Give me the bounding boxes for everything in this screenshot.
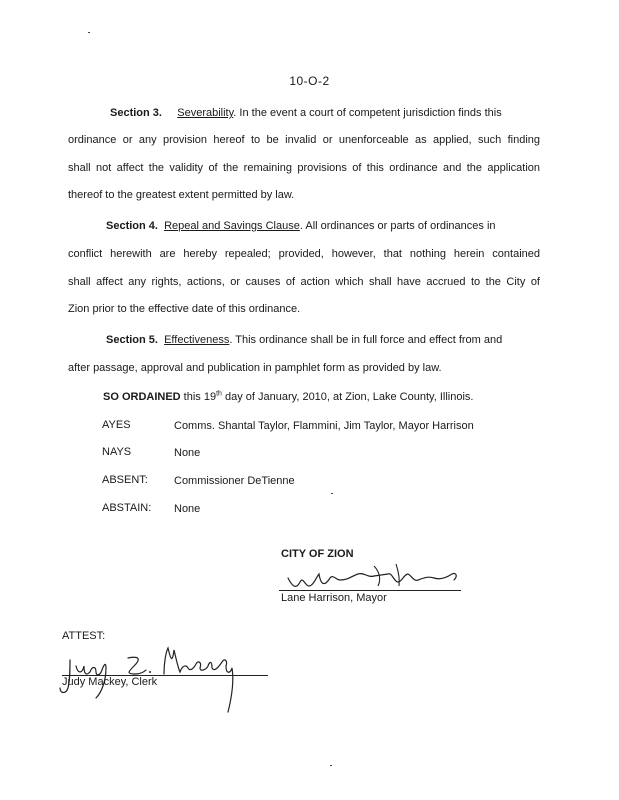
section4-label: Section 4. — [106, 220, 158, 232]
section3-title: Severability — [177, 107, 234, 119]
vote-value-abstain: None — [174, 503, 201, 515]
vote-label-absent: ABSENT: — [102, 474, 148, 486]
vote-label-ayes: AYES — [102, 419, 131, 431]
section5-title: Effectiveness — [164, 334, 230, 346]
section3-line4: thereof to the greatest extent permitted by law. — [68, 189, 295, 201]
section4-line3: shall affect any rights, actions, or causes of action which shall have accrued to the City of — [68, 276, 540, 288]
vote-value-nays: None — [174, 447, 201, 459]
section3-line1 — [110, 106, 540, 120]
section3-line3: shall not affect the validity of the remaining provisions of this ordinance and the application — [68, 162, 540, 174]
vote-value-absent: Commissioner DeTienne — [174, 475, 295, 487]
section4-title: Repeal and Savings Clause — [164, 220, 300, 232]
section5-line2: after passage, approval and publication in pamphlet form as provided by law. — [68, 362, 442, 374]
section5-line1-text: . This ordinance shall be in full force and effect from and — [229, 334, 503, 346]
section3-line1-text: . In the event a court of competent jurisdiction finds this — [233, 107, 502, 119]
scan-speck — [88, 32, 90, 33]
ordained-lead: SO ORDAINED — [103, 391, 181, 403]
scan-speck — [331, 493, 333, 494]
mayor-signature-line — [279, 590, 461, 591]
ordained-sup: th — [216, 390, 222, 398]
section4-line1-text: . All ordinances or parts of ordinances in — [299, 220, 496, 232]
page-number: 10-O-2 — [289, 74, 330, 88]
attest-label: ATTEST: — [62, 630, 106, 642]
section3-line2: ordinance or any provision hereof to be invalid or unenforceable as applied, such finding — [68, 134, 540, 146]
vote-label-abstain: ABSTAIN: — [102, 502, 152, 514]
section4-line2: conflict herewith are hereby repealed; provided, however, that nothing herein contained — [68, 248, 540, 260]
section4-line1 — [106, 219, 540, 233]
vote-label-nays: NAYS — [102, 446, 132, 458]
mayor-name: Lane Harrison, Mayor — [281, 592, 387, 604]
ordained-line — [103, 390, 473, 404]
vote-value-ayes: Comms. Shantal Taylor, Flammini, Jim Taylor, Mayor Harrison — [174, 420, 474, 432]
clerk-name: Judy Mackey, Clerk — [62, 676, 158, 688]
scan-speck — [330, 765, 332, 766]
section4-line4: Zion prior to the effective date of this ordinance. — [68, 303, 301, 315]
section5-line1 — [106, 333, 540, 347]
section5-label: Section 5. — [106, 334, 158, 346]
ordained-text-a: this 19 — [180, 391, 217, 403]
ordained-text-b: day of January, 2010, at Zion, Lake County, Illinois. — [221, 391, 474, 403]
city-name: CITY OF ZION — [281, 548, 354, 560]
section3-label: Section 3. — [110, 107, 162, 119]
